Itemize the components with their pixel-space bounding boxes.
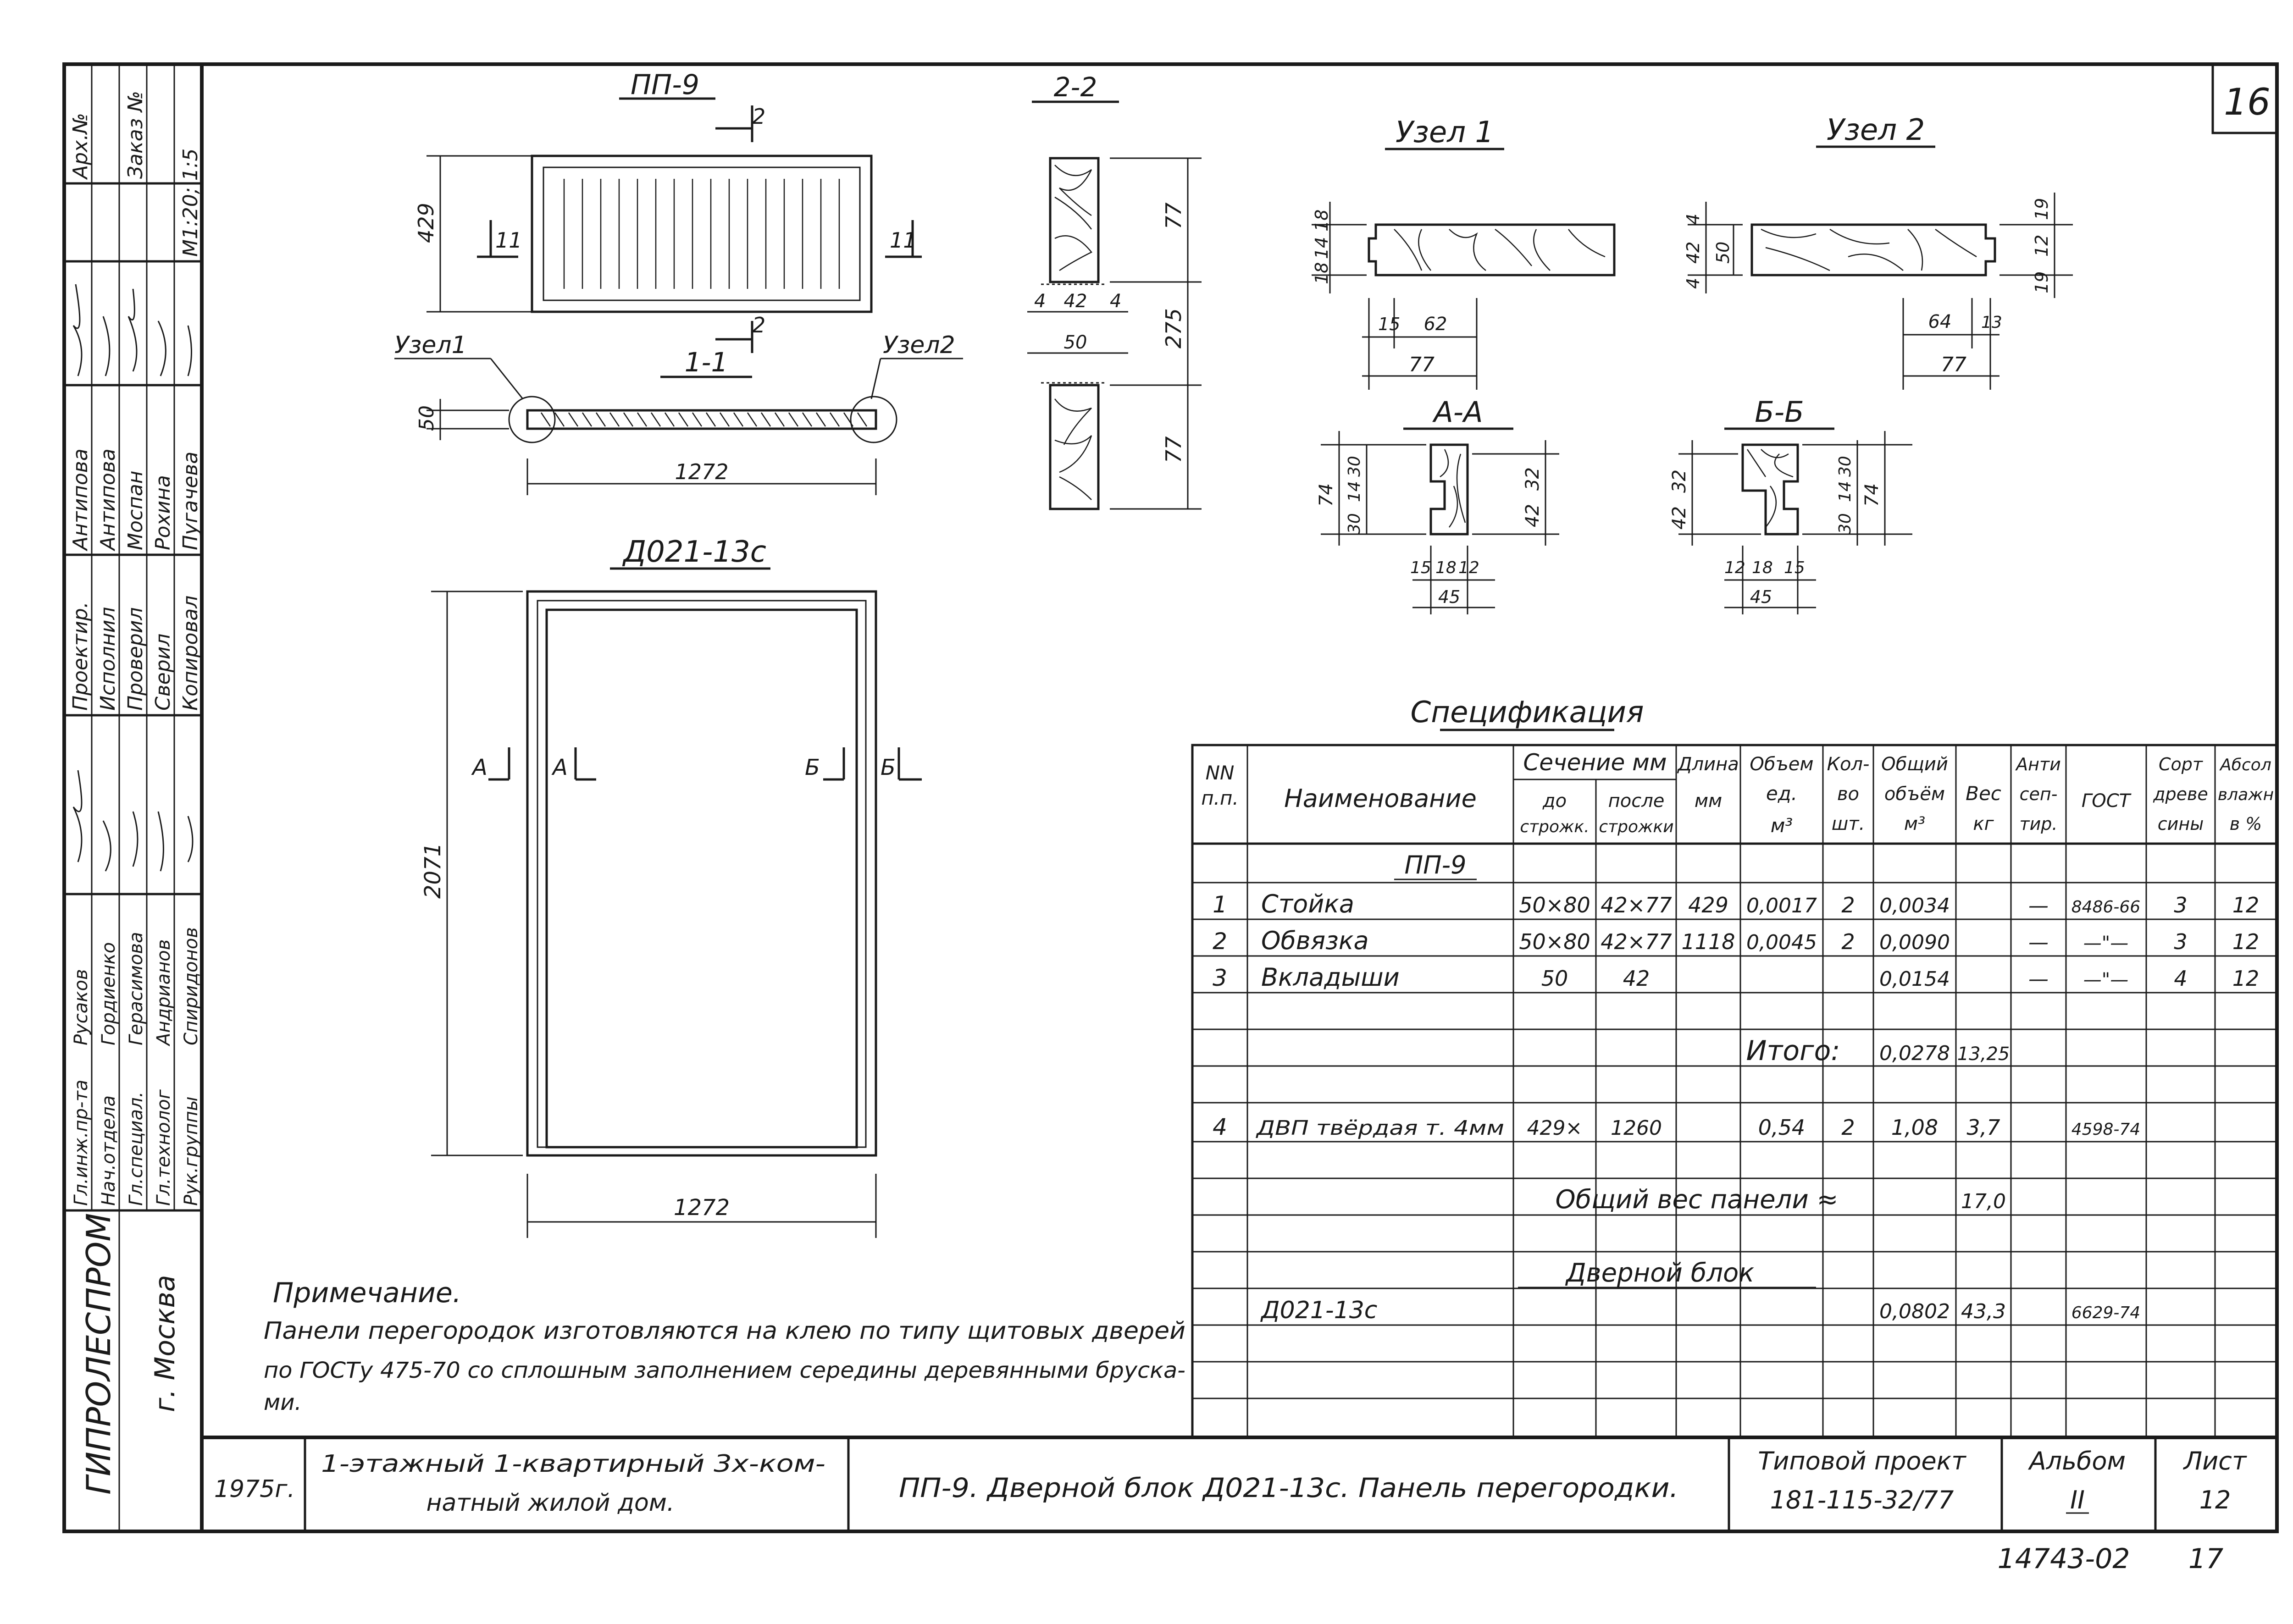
stamp-top-2: Заказ № [124,91,147,179]
subtotal-volume: 0,0278 [1879,1042,1950,1065]
node2-rdim-b: 12 [2032,234,2052,257]
hdr-anti-3: тир. [2019,814,2058,834]
node2-dim-64: 64 [1928,311,1952,332]
hdr-grade-2: древе [2153,784,2208,804]
aa-dim-30a: 30 [1345,513,1364,534]
stamp-role2-5: Копировал [179,595,202,711]
node1-dim-62: 62 [1423,314,1447,335]
stamp-role-3: Гл.специал. [126,1091,147,1206]
r1-name: Стойка [1261,889,1355,918]
aa-rdim-42: 42 [1522,504,1543,527]
hdr-num-2: п.п. [1201,787,1239,809]
spec-title: Спецификация [1410,696,1644,729]
spec-table [1192,696,2277,1437]
hdr-weight-2: кг [1973,813,1994,834]
note-line-2: по ГОСТу 475-70 со сплошным заполнением середины деревянными бруска- [264,1358,1185,1383]
node2-rdim-c: 19 [2032,271,2052,293]
aa-rdim-32: 32 [1522,467,1543,491]
hdr-section: Сечение мм [1523,749,1667,776]
tb-sheet-label: Лист [2183,1447,2247,1475]
hdr-grade-3: сины [2157,814,2204,834]
r1-before: 50×80 [1519,893,1590,917]
section11-length: 1272 [675,459,729,484]
r1-after: 42×77 [1601,893,1672,917]
hdr-vol-3: м³ [1770,814,1793,837]
stamp-name-1: Русаков [71,969,92,1045]
view-door [420,535,922,1238]
r1-gost: 8486-66 [2071,898,2141,917]
note-line-3: ми. [264,1390,302,1415]
bb-bdim-12: 12 [1724,558,1745,577]
stamp-name2-4: Рохина [151,475,175,550]
node2-ldim-c: 4 [1683,213,1703,225]
stamp-name-2: Гордиенко [98,942,119,1045]
door-row-name: Д021-13с [1261,1297,1378,1324]
r2-num: 2 [1213,928,1227,955]
node1-dim-c: 18 [1312,209,1332,232]
section22-w-left: 4 [1034,291,1046,312]
r2-name: Обвязка [1261,926,1369,955]
aa-dim-30b: 30 [1345,456,1364,477]
r2-qty: 2 [1841,929,1855,954]
door-width-dim: 1272 [673,1195,730,1221]
stamp-role2-3: Проверил [124,607,147,711]
stamp-city: г. Москва [149,1275,181,1412]
door-row-total: 0,0802 [1879,1300,1950,1323]
door-row-weight: 43,3 [1961,1300,2006,1323]
r1-grade: 3 [2174,893,2188,917]
r4-qty: 2 [1841,1115,1855,1140]
door-mark-b-left: Б [805,755,820,780]
title-block [202,1437,2277,1531]
stamp-org: ГИПРОЛЕСПРОМ [79,1213,118,1495]
subtotal-weight: 13,25 [1957,1044,2010,1065]
hdr-grade-1: Сорт [2158,754,2203,774]
node2-ldim-b: 42 [1683,241,1703,264]
tb-typical-label: Типовой проект [1758,1447,1966,1475]
stamp-name-3: Герасимова [126,932,147,1045]
stamp-name2-3: Моспан [124,470,147,550]
stamp-name-4: Андрианов [153,939,174,1045]
sheet-number: 16 [2224,81,2271,123]
section11-thickness: 50 [415,405,438,431]
note-line-1: Панели перегородок изготовляются на клею по типу щитовых дверей [264,1317,1185,1345]
aa-title: А-А [1434,395,1483,429]
aa-dim-14: 14 [1345,481,1364,502]
hdr-moist-3: в % [2229,814,2262,834]
hdr-total-1: Общий [1881,754,1948,775]
spec-group-pp9: ПП-9 [1404,851,1467,879]
node2-label: Узел2 [883,331,955,359]
section22-dim-bottom: 77 [1161,436,1186,463]
bb-title: Б-Б [1755,395,1804,429]
node1-label: Узел1 [394,331,467,359]
pp9-section2-top: 2 [752,104,766,129]
hdr-moist-1: Абсол [2220,756,2271,774]
node2-rdim-a: 19 [2032,198,2052,220]
bb-bdim-15: 15 [1784,558,1805,577]
r1-moist: 12 [2232,893,2260,917]
r4-weight: 3,7 [1966,1115,2000,1140]
r1-qty: 2 [1841,893,1855,917]
tb-album-label: Альбом [2029,1447,2126,1475]
subtotal-label: Итого: [1746,1035,1840,1067]
r1-anti: — [2028,894,2049,917]
bb-bdim-18: 18 [1752,558,1773,577]
door-row-gost: 6629-74 [2071,1304,2141,1322]
hdr-vol-2: ед. [1766,782,1798,805]
r2-anti: — [2028,931,2049,954]
r3-gost: —"— [2083,969,2129,990]
r1-total: 0,0034 [1879,894,1950,917]
r2-length: 1118 [1681,929,1735,954]
node2-title: Узел 2 [1826,113,1925,147]
hdr-total-2: объём [1884,784,1945,805]
aa-bdim-12: 12 [1458,558,1479,577]
spec-row-2 [1213,926,2259,955]
r3-total: 0,0154 [1879,967,1950,991]
r3-anti: — [2028,967,2049,991]
section22-title: 2-2 [1053,72,1097,103]
stamp-role2-2: Исполнил [96,607,120,711]
hdr-before-2: строжк. [1520,818,1590,836]
node2-dim-77: 77 [1941,353,1966,376]
hdr-after-1: после [1608,790,1665,812]
section22-w-right: 4 [1110,291,1122,312]
bb-ldim-32: 32 [1669,470,1690,493]
bb-rdim-14: 14 [1836,481,1855,502]
view-node-2 [1683,113,2073,390]
stamp-role2-1: Проектир. [69,602,92,711]
stamp-role-4: Гл.технолог [153,1089,174,1206]
door-height-dim: 2071 [420,842,446,899]
aa-bdim-45: 45 [1438,587,1461,607]
aa-dim-74: 74 [1316,483,1337,507]
hdr-vol-1: Объем [1750,754,1814,775]
hdr-length-2: мм [1694,790,1723,812]
node2-ldim-a: 4 [1683,277,1703,289]
section22-width: 50 [1063,332,1087,353]
hdr-total-3: м³ [1904,813,1926,834]
tb-typical-number: 181-115-32/77 [1770,1486,1954,1514]
stamp-name-5: Спиридонов [181,927,202,1045]
tb-album-value: II [2070,1486,2085,1514]
hdr-moist-2: влажн [2217,785,2274,804]
hdr-before-1: до [1542,790,1567,812]
node1-title: Узел 1 [1395,116,1494,149]
bb-bdim-45: 45 [1750,587,1772,607]
pp9-section-right: 11 [890,228,917,253]
door-mark-a-right: А [553,755,568,780]
node2-dim-13: 13 [1981,313,2002,332]
view-section-1-1 [394,331,963,495]
aa-bdim-18: 18 [1435,558,1457,577]
stamp-name2-5: Пугачева [179,451,202,550]
door-title: Д021-13с [623,535,766,569]
r2-grade: 3 [2174,929,2188,954]
tb-project-line-2: натный жилой дом. [426,1489,675,1517]
hdr-gost: ГОСТ [2081,790,2131,812]
r3-after: 42 [1623,966,1650,991]
section22-w-mid: 42 [1063,291,1087,312]
total-weight-label: Общий вес панели ≈ [1555,1185,1839,1215]
hdr-anti-1: Анти [2016,754,2061,774]
footer-number: 14743-02 [1997,1543,2130,1575]
section22-dim-top: 77 [1161,202,1186,229]
door-mark-a-left: А [472,755,487,780]
stamp-top-3: М1:20; 1:5 [179,148,202,257]
r3-num: 3 [1213,965,1227,991]
tb-sheet-value: 12 [2199,1486,2231,1514]
view-node-1 [1312,116,1614,390]
r4-name: ДВП твёрдая т. 4мм [1255,1116,1504,1140]
pp9-height-dim: 429 [414,203,438,243]
pp9-section2-bottom: 2 [752,313,766,337]
view-section-bb [1669,395,1912,614]
section11-title: 1-1 [684,347,728,378]
section22-dim-mid: 275 [1161,308,1186,348]
r4-before: 429× [1527,1116,1583,1140]
view-section-2-2 [1027,72,1202,509]
hdr-qty-2: во [1837,784,1860,805]
view-section-aa [1316,395,1559,614]
r2-vol: 0,0045 [1746,931,1817,954]
node1-dim-a: 18 [1312,262,1332,284]
pp9-section-left: 11 [495,228,522,253]
bb-rdim-30a: 30 [1836,513,1855,534]
hdr-num-1: NN [1205,762,1235,784]
pp9-title: ПП-9 [630,69,700,101]
total-weight-value: 17,0 [1961,1190,2006,1213]
spec-row-3 [1213,963,2259,992]
r2-after: 42×77 [1601,929,1672,954]
bb-rdim-74: 74 [1861,483,1883,507]
r2-before: 50×80 [1519,929,1590,954]
node1-dim-77: 77 [1409,353,1435,376]
r3-grade: 4 [2174,966,2188,991]
stamp-role2-4: Сверил [151,633,175,711]
r2-gost: —"— [2083,933,2129,954]
r1-num: 1 [1213,891,1227,918]
tb-sheet-title: ПП-9. Дверной блок Д021-13с. Панель перегородки. [899,1472,1678,1503]
hdr-weight-1: Вес [1966,782,2001,805]
stamp-name2-1: Антипова [69,448,92,550]
aa-bdim-15: 15 [1410,558,1431,577]
r2-moist: 12 [2232,929,2260,954]
r4-vol: 0,54 [1758,1115,1806,1140]
view-pp9 [414,69,922,353]
r4-num: 4 [1213,1114,1227,1140]
hdr-length-1: Длина [1678,754,1739,775]
hdr-after-2: строжки [1599,818,1674,836]
r4-after: 1260 [1611,1116,1662,1140]
stamp-role-1: Гл.инж.пр-та [71,1079,92,1206]
r2-total: 0,0090 [1879,931,1950,954]
r3-before: 50 [1541,966,1568,991]
hdr-name: Наименование [1284,784,1477,813]
spec-row-door [1260,1297,2140,1324]
node1-dim-b: 14 [1312,237,1332,259]
r1-vol: 0,0017 [1746,894,1817,917]
bb-ldim-42: 42 [1669,506,1690,530]
r4-gost: 4598-74 [2071,1120,2141,1139]
r3-moist: 12 [2232,966,2260,991]
spec-row-1 [1213,889,2259,918]
footer-page: 17 [2188,1543,2224,1575]
door-mark-b-right: Б [881,755,896,780]
note-title: Примечание. [273,1277,461,1309]
spec-group-door: Дверной блок [1566,1258,1755,1288]
tb-project-line-1: 1-этажный 1-квартирный 3х-ком- [321,1450,825,1478]
note-block [264,1277,1185,1415]
node2-ldim-total: 50 [1713,241,1733,264]
stamp-name2-2: Антипова [96,448,120,550]
r1-length: 429 [1688,893,1728,917]
r4-total: 1,08 [1891,1115,1939,1140]
side-stamp [64,64,202,1531]
bb-rdim-30b: 30 [1836,456,1855,477]
node1-dim-15: 15 [1378,314,1401,334]
hdr-qty-3: шт. [1831,813,1865,834]
stamp-role-5: Рук.группы [181,1096,202,1206]
tb-year: 1975г. [214,1475,295,1503]
hdr-anti-2: сеп- [2019,784,2058,804]
stamp-role-2: Нач.отдела [98,1095,119,1206]
hdr-qty-1: Кол- [1827,754,1870,775]
stamp-top-1: Арх.№ [69,113,92,179]
r3-name: Вкладыши [1261,963,1400,992]
